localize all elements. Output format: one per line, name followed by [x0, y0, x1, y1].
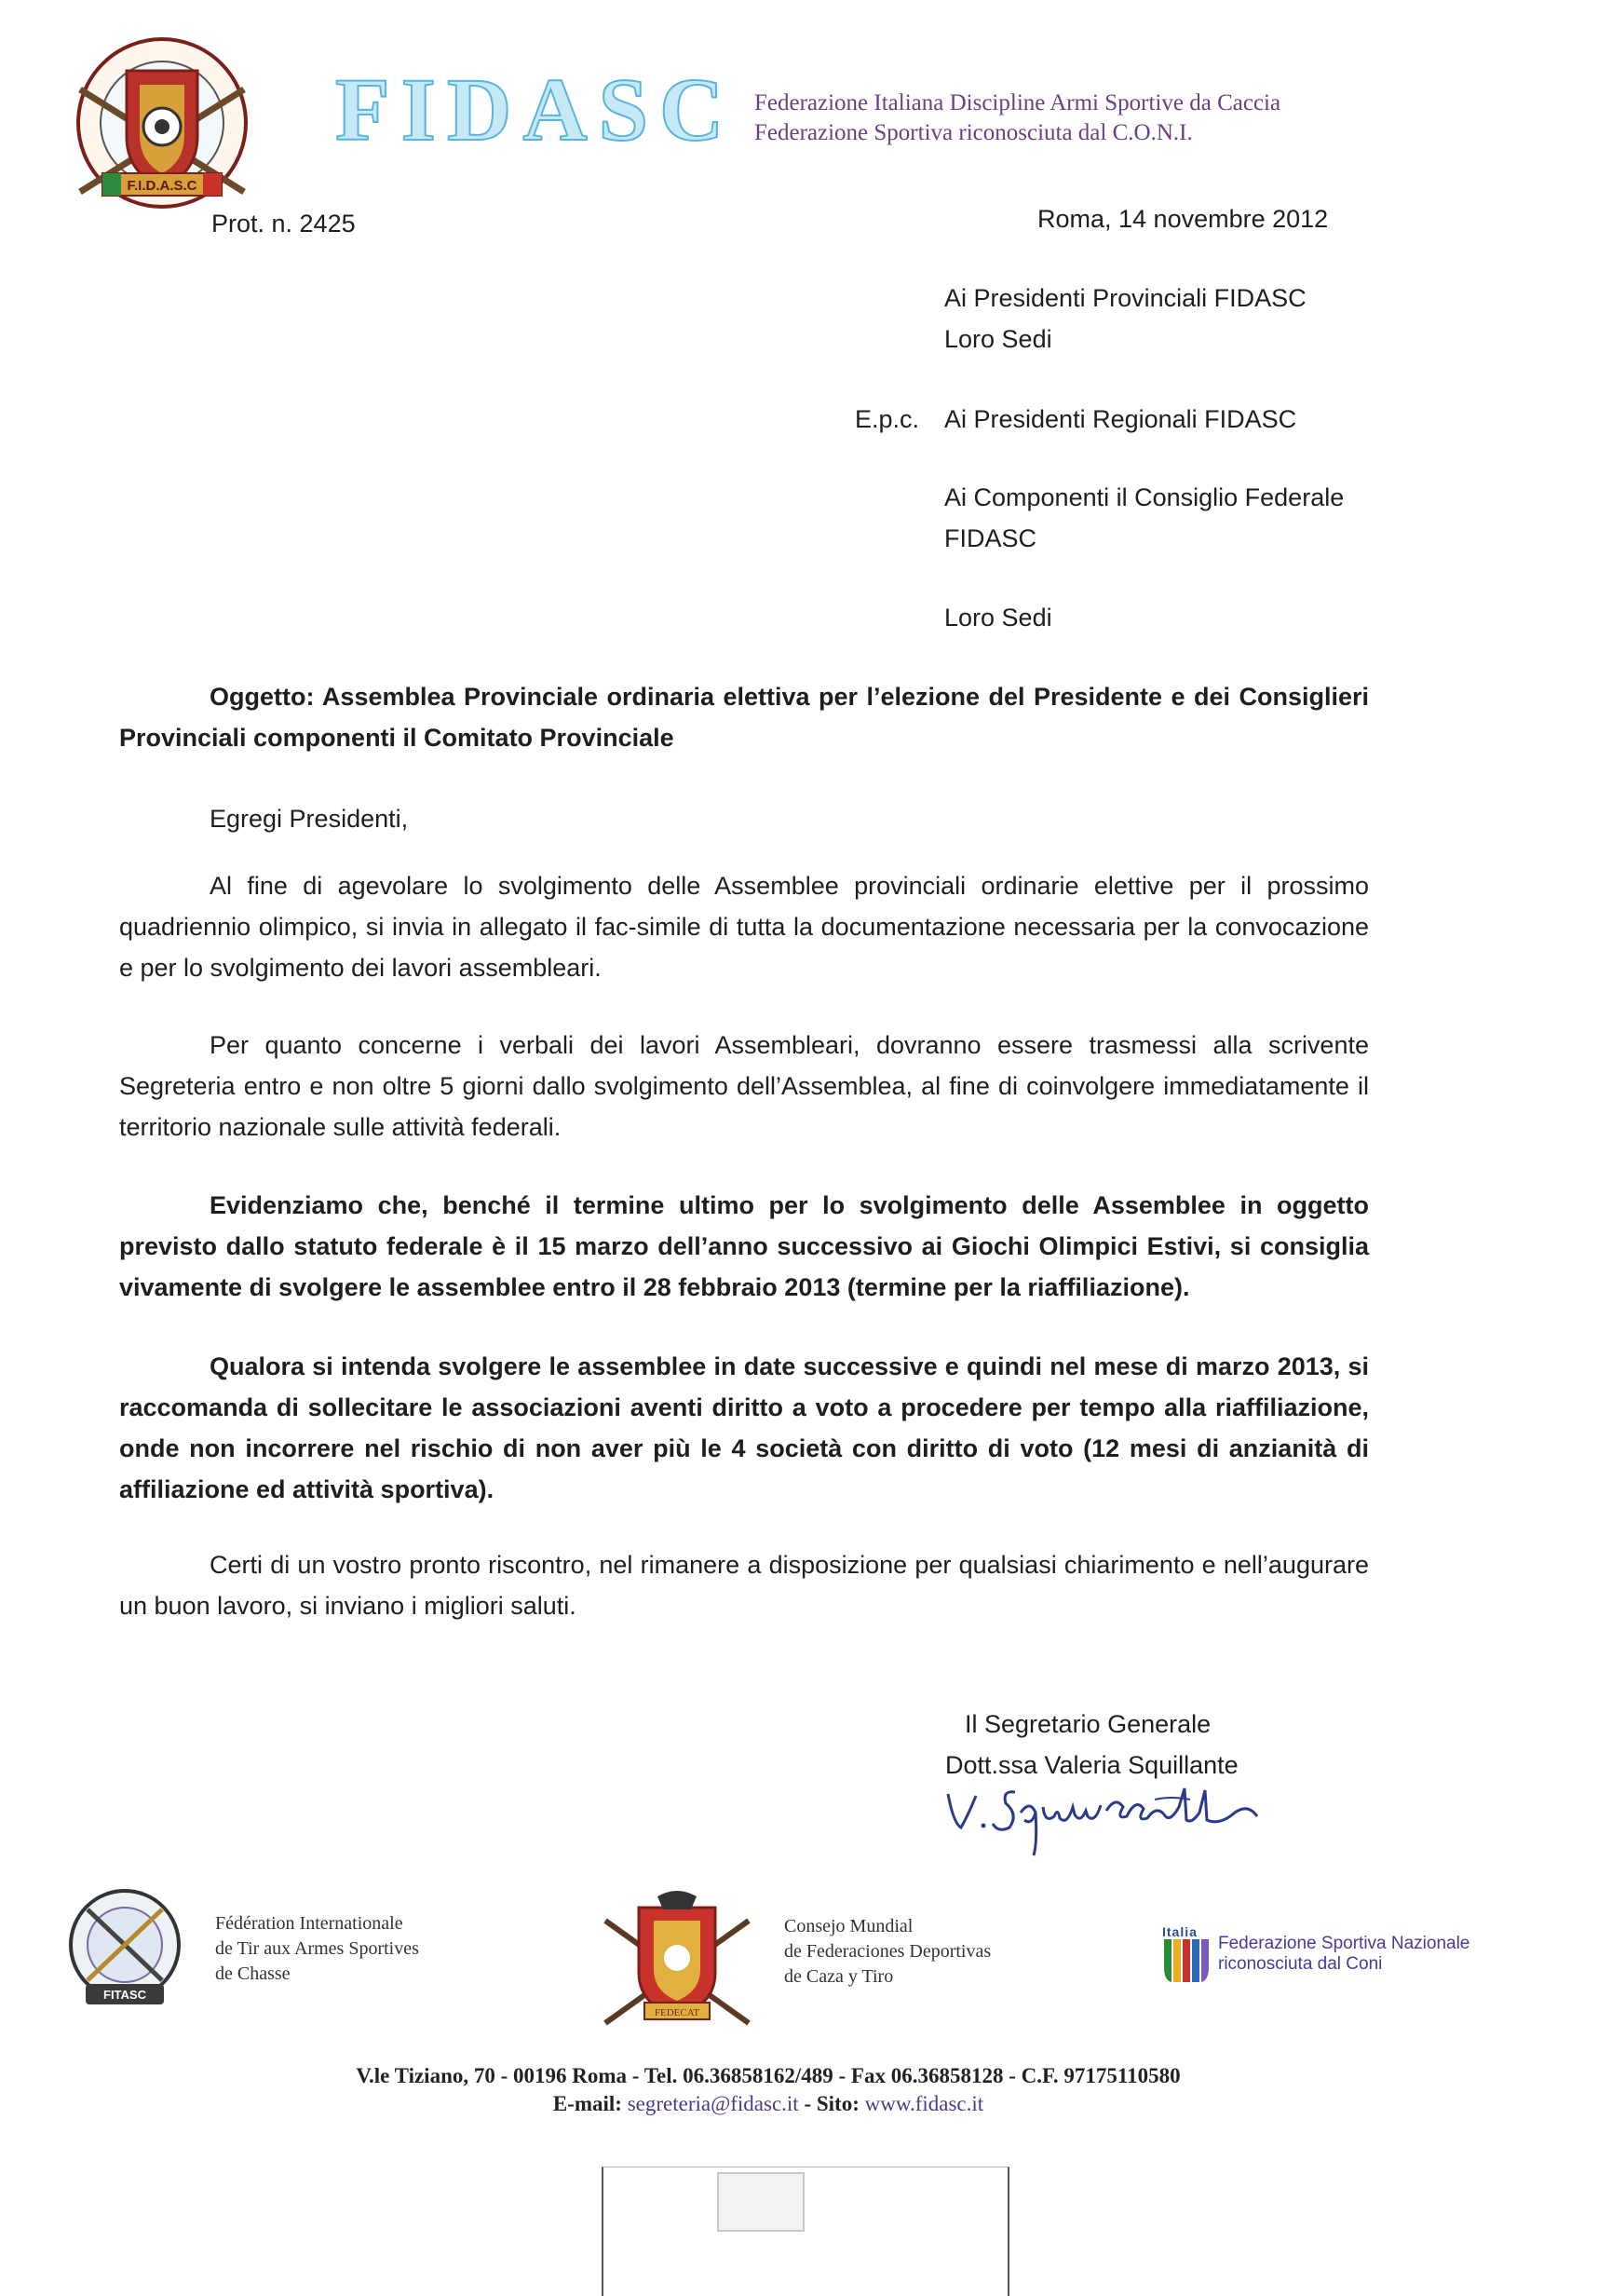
paragraph-3: Evidenziamo che, benché il termine ultimo per lo svolgimento delle Assemblee in oggetto previsto dallo statuto federale è il 15 marzo dell’anno successivo ai Giochi Olimpici Estivi, si consiglia vivamente di svolgere le assemblee entro il 28 febbraio 2013 (termine per la riaffiliazione).: [119, 1191, 1369, 1301]
website-link[interactable]: www.fidasc.it: [864, 2092, 984, 2115]
recipient-regional: Ai Presidenti Regionali FIDASC: [944, 405, 1297, 433]
cic-line-1: Consejo Mundial: [784, 1916, 914, 1936]
email-label: E-mail:: [552, 2092, 622, 2115]
recipient-council-line2: FIDASC: [944, 524, 1037, 552]
cic-line-2: de Federaciones Deportivas: [784, 1941, 992, 1962]
recipient-council-line1: Ai Componenti il Consiglio Federale: [944, 483, 1345, 511]
recipient-council: [944, 477, 1373, 559]
email-link[interactable]: segreteria@fidasc.it: [627, 2092, 799, 2115]
footer-address: V.le Tiziano, 70 - 00196 Roma - Tel. 06.36858162/489 - Fax 06.36858128 - C.F. 97175110580: [356, 2064, 1181, 2087]
paragraph-4: Qualora si intenda svolgere le assemblee in date successive e quindi nel mese di marzo 2013, si raccomanda di sollecitare le associazioni aventi diritto a voto a procedere per tempo alla riaffiliazione, onde non incorrere nel rischio di non aver più le 4 società con diritto di voto (12 mesi di anzianità di affiliazione ed attività sportiva).: [119, 1352, 1369, 1503]
recipient-block: [944, 278, 1373, 360]
handwritten-signature: [941, 1759, 1294, 1861]
recipient-provincial-seats: Loro Sedi: [944, 325, 1052, 353]
coni-logo: [1162, 1924, 1212, 1988]
cic-name: [784, 1914, 991, 1990]
cic-line-3: de Caza y Tiro: [784, 1966, 894, 1987]
federation-info: [754, 88, 1280, 148]
cic-emblem: [602, 1883, 752, 2029]
federation-recognition: Federazione Sportiva riconosciuta dal C.O.N.I.: [754, 120, 1193, 145]
recipient-seats: Loro Sedi: [944, 604, 1052, 632]
footer-contacts: [0, 2092, 1537, 2116]
site-label: - Sito:: [804, 2092, 860, 2115]
seal-band-text: F.I.D.A.S.C: [127, 178, 197, 194]
fitasc-name: [215, 1911, 419, 1987]
paragraph-5: Certi di un vostro pronto riscontro, nel rimanere a disposizione per qualsiasi chiarimento e nell’augurare un buon lavoro, si inviano i migliori saluti.: [119, 1551, 1369, 1620]
fitasc-line-3: de Chasse: [215, 1963, 291, 1984]
paragraph-1: Al fine di agevolare lo svolgimento delle Assemblee provinciali ordinarie elettive per il prossimo quadriennio olimpico, si invia in allegato il fac-simile di tutta la documentazione necessaria per la convocazione e per lo svolgimento dei lavori assembleari.: [119, 872, 1369, 982]
fitasc-badge-text: FITASC: [103, 1988, 146, 2002]
place-date: Roma, 14 novembre 2012: [1037, 205, 1329, 233]
federation-name: Federazione Italiana Discipline Armi Sportive da Caccia: [754, 90, 1281, 115]
coni-line-1: Federazione Sportiva Nazionale: [1218, 1934, 1470, 1953]
signatory-title: Il Segretario Generale: [965, 1710, 1212, 1738]
fitasc-line-2: de Tir aux Armes Sportives: [215, 1938, 419, 1959]
fidasc-seal: [61, 34, 268, 220]
coni-line-2: riconosciuta dal Coni: [1218, 1954, 1383, 1974]
fitasc-line-1: Fédération Internationale: [215, 1913, 403, 1934]
scan-clip-artifact: [717, 2172, 805, 2232]
coni-italia-label: Italia: [1162, 1924, 1198, 1939]
signatory-name: Dott.ssa Valeria Squillante: [945, 1751, 1239, 1779]
recipient-provincial: Ai Presidenti Provinciali FIDASC: [944, 284, 1307, 312]
cic-badge-text: FEDECAT: [654, 2007, 700, 2018]
protocol-number: Prot. n. 2425: [211, 210, 356, 238]
epc-label: E.p.c.: [855, 405, 920, 433]
salutation: Egregi Presidenti,: [210, 805, 409, 833]
fitasc-emblem: [65, 1883, 184, 2014]
coni-stripes-icon: [1162, 1939, 1212, 1984]
paragraph-2: Per quanto concerne i verbali dei lavori Assembleari, dovranno essere trasmessi alla scrivente Segreteria entro e non oltre 5 giorni dallo svolgimento dell’Assemblea, al fine di coinvolgere immediatamente il territorio nazionale sulle attività federali.: [119, 1031, 1369, 1141]
letter-subject: Oggetto: Assemblea Provinciale ordinaria elettiva per l’elezione del Presidente e dei Consiglieri Provinciali componenti il Comitato Provinciale: [119, 683, 1369, 752]
scan-frame-artifact: [602, 2167, 1009, 2296]
coni-name: [1218, 1934, 1469, 1975]
fidasc-logo-text: FIDASC: [335, 60, 736, 159]
